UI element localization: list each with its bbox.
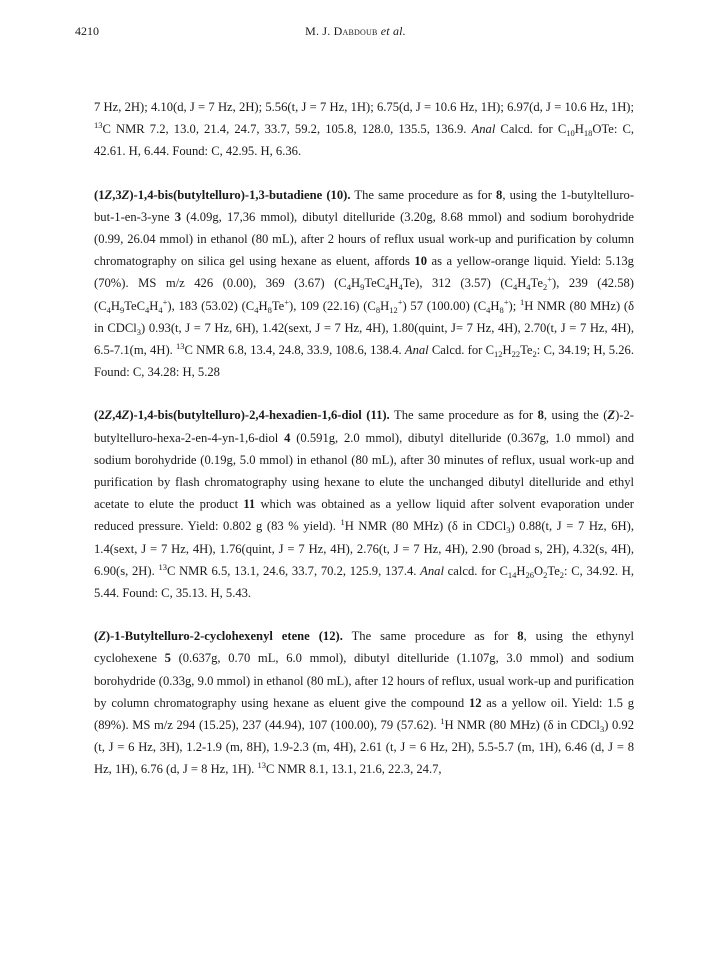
- text-segment: H: [389, 276, 399, 291]
- text-segment: ,3: [112, 187, 122, 202]
- text-segment: H: [380, 298, 390, 313]
- text-segment: O: [534, 563, 544, 578]
- text-segment: 4: [158, 304, 163, 315]
- text-segment: The same procedure as for: [389, 408, 538, 423]
- text-segment: 11: [243, 497, 256, 512]
- text-segment: );: [508, 298, 520, 313]
- text-segment: TeC: [364, 276, 386, 291]
- text-segment: 8: [499, 304, 504, 315]
- text-segment: 22: [511, 349, 521, 360]
- text-segment: 8: [267, 304, 272, 315]
- text-segment: Anal: [404, 343, 429, 358]
- text-segment: Anal: [420, 563, 444, 578]
- text-segment: 4: [106, 304, 111, 315]
- text-segment: 4: [486, 304, 491, 315]
- text-segment: which was obtained as a yellow liquid after solvent evaporation under reduced pressure. Yield: 0.802 g (83 % yield).: [94, 497, 634, 534]
- text-segment: Z: [104, 408, 113, 423]
- text-segment: ), 239 (42.58) (C: [94, 276, 634, 313]
- text-segment: 12: [468, 695, 482, 710]
- text-segment: 7 Hz, 2H); 4.10(d, J = 7 Hz, 2H); 5.56(t, J = 7 Hz, 1H); 6.75(d, J = 10.6 Hz, 1H); 6.97(d, J = 10.6 Hz, 1H);: [94, 100, 634, 114]
- text-segment: , using the 1-butyltelluro-but-1-en-3-yne: [94, 187, 635, 224]
- text-segment: 9: [360, 282, 365, 293]
- text-segment: )-1,4-bis(butyltelluro)-2,4-hexadien-1,6-diol (11).: [129, 408, 390, 423]
- text-segment: 1: [440, 716, 445, 727]
- author-etal: et al.: [377, 24, 406, 38]
- text-segment: as a yellow oil. Yield: 1.5 g (89%). MS m/z 294 (15.25), 237 (44.94), 107 (100.00), 79 (57.62).: [94, 695, 634, 733]
- text-segment: H: [110, 298, 120, 313]
- text-segment: Z: [121, 187, 130, 202]
- page-number: 4210: [75, 24, 99, 38]
- text-segment: ) 57 (100.00) (C: [402, 298, 487, 313]
- text-segment: Te: [520, 343, 533, 358]
- text-segment: +: [547, 274, 552, 285]
- text-segment: 13: [158, 561, 167, 572]
- text-segment: H: [149, 298, 159, 313]
- text-segment: 8: [537, 408, 544, 423]
- text-segment: Anal: [471, 122, 496, 137]
- text-segment: Z: [607, 408, 616, 423]
- text-segment: , using the ethynyl cyclohexene: [94, 629, 635, 666]
- text-segment: 8: [496, 187, 503, 202]
- text-segment: 1: [520, 296, 525, 307]
- text-segment: )-1,4-bis(butyltelluro)-1,3-butadiene (10).: [129, 187, 351, 202]
- text-segment: 2: [542, 282, 548, 293]
- text-segment: 4: [346, 282, 351, 293]
- text-segment: Z: [121, 408, 130, 423]
- text-segment: 12: [493, 349, 503, 360]
- text-segment: 8: [517, 629, 524, 644]
- text-segment: Z: [104, 187, 113, 202]
- text-segment: 4: [526, 282, 531, 293]
- text-segment: +: [503, 296, 509, 307]
- text-segment: 10: [414, 254, 427, 269]
- text-segment: ), 109 (22.16) (C: [289, 298, 376, 313]
- text-segment: C NMR 8.1, 13.1, 21.6, 22.3, 24.7,: [265, 762, 442, 777]
- text-segment: 3: [506, 525, 511, 536]
- text-segment: (0.637g, 0.70 mL, 6.0 mmol), dibutyl ditelluride (1.107g, 3.0 mmol) and sodium borohydride (0.33g, 9.0 mmol) in ethanol (80 mL), after 12 hours of reflux, usual work-up and purification by column chromatography using hexane as eluent give the compound: [94, 651, 634, 710]
- text-segment: )-2-butyltelluro-hexa-2-en-4-yn-1,6-diol: [94, 408, 635, 445]
- text-segment: 4: [254, 304, 259, 315]
- text-segment: (: [94, 629, 99, 644]
- text-segment: H: [490, 298, 500, 313]
- text-segment: +: [397, 296, 403, 307]
- text-segment: H: [574, 122, 584, 137]
- text-segment: C NMR 6.8, 13.4, 24.8, 33.9, 108.6, 138.4.: [184, 343, 405, 358]
- text-segment: 3: [136, 326, 142, 337]
- text-segment: 14: [507, 569, 517, 580]
- text-segment: 9: [119, 304, 125, 315]
- text-segment: 13: [94, 120, 103, 131]
- text-segment: Calcd. for C: [495, 122, 567, 137]
- text-segment: H: [350, 276, 361, 291]
- text-segment: )-1-Butyltelluro-2-cyclohexenyl etene (12).: [105, 629, 343, 644]
- text-segment: : C, 34.19; H, 5.26. Found: C, 34.28: H, 5.28: [94, 343, 634, 380]
- text-segment: Calcd. for C: [428, 343, 494, 358]
- text-segment: calcd. for C: [443, 563, 508, 578]
- text-segment: 2: [532, 349, 537, 360]
- text-segment: 26: [525, 569, 535, 580]
- paragraph-continuation: [94, 96, 634, 163]
- text-segment: 4: [385, 282, 390, 293]
- paragraph-compound-12: [94, 625, 634, 780]
- text-segment: TeC: [124, 298, 146, 313]
- text-segment: 3: [174, 209, 181, 224]
- text-segment: ) 0.93(t, J = 7 Hz, 6H), 1.42(sext, J = 7 Hz, 4H), 1.80(quint, J= 7 Hz, 4H), 2.70(t, J = 7 Hz, 4H), 6.5-7.1(m, 4H).: [94, 320, 634, 358]
- text-segment: 10: [566, 128, 575, 139]
- text-segment: , using the (: [543, 408, 608, 423]
- text-segment: 13: [257, 760, 266, 771]
- text-segment: C NMR 7.2, 13.0, 21.4, 24.7, 33.7, 59.2, 105.8, 128.0, 135.5, 136.9.: [102, 122, 472, 137]
- text-segment: C NMR 6.5, 13.1, 24.6, 33.7, 70.2, 125.9, 137.4.: [166, 563, 421, 578]
- text-segment: H: [517, 276, 527, 291]
- author-surname: Dabdoub: [333, 24, 378, 38]
- text-segment: The same procedure as for: [350, 187, 497, 202]
- text-segment: ), 183 (53.02) (C: [167, 298, 255, 313]
- author-initials: M. J.: [305, 24, 334, 38]
- text-segment: Te: [547, 563, 560, 578]
- text-segment: 2: [559, 569, 565, 580]
- text-segment: 3: [599, 724, 605, 735]
- text-segment: +: [284, 296, 290, 307]
- text-segment: 13: [176, 341, 185, 352]
- text-segment: Te), 312 (3.57) (C: [402, 276, 513, 291]
- text-segment: Z: [98, 629, 106, 644]
- page-body: [94, 96, 634, 781]
- paragraph-compound-11: [94, 404, 634, 604]
- text-segment: (1: [94, 187, 105, 202]
- text-segment: 8: [375, 304, 381, 315]
- text-segment: H NMR (80 MHz) (δ in CDCl: [344, 519, 507, 534]
- text-segment: 4: [145, 304, 150, 315]
- text-segment: 12: [389, 304, 398, 315]
- text-segment: 5: [164, 651, 171, 666]
- text-segment: 4: [398, 282, 403, 293]
- text-segment: ,4: [112, 408, 122, 423]
- text-segment: (4.09g, 17,36 mmol), dibutyl ditelluride (3.20g, 8.68 mmol) and sodium borohydride (0.99, 26.04 mmol) in ethanol (80 mL), after 2 hours of reflux usual work-up and purification by column chromatography on silica gel using hexane as eluent, affords: [94, 209, 634, 269]
- text-segment: : C, 34.92. H, 5.44. Found: C, 35.13. H, 5.43.: [94, 563, 634, 601]
- text-segment: (2: [94, 408, 105, 423]
- text-segment: H: [516, 563, 526, 578]
- text-segment: H: [258, 298, 268, 313]
- text-segment: 2: [543, 569, 548, 580]
- text-segment: OTe: C, 42.61. H, 6.44. Found: C, 42.95. H, 6.36.: [94, 122, 634, 159]
- text-segment: ) 0.88(t, J = 7 Hz, 6H), 1.4(sext, J = 7 Hz, 4H), 1.76(quint, J = 7 Hz, 4H), 2.76(t, J = 7 Hz, 4H), 2.90 (broad s, 2H), 4.32(s, 4H), 6.90(s, 2H).: [94, 519, 634, 578]
- page-header: [0, 24, 711, 44]
- text-segment: Te: [530, 276, 543, 291]
- text-segment: 1: [340, 517, 345, 528]
- text-segment: The same procedure as for: [342, 629, 518, 644]
- text-segment: +: [162, 296, 168, 307]
- text-segment: (0.591g, 2.0 mmol), dibutyl ditelluride (0.367g, 1.0 mmol) and sodium borohydride (0.19g, 5.0 mmol) in ethanol (80 mL), after 30 minutes of reflux, usual work-up and purification by flash chromatography using hexane to elute the unchanged dibutyl ditelluride and ethyl acetate to elute the product: [94, 430, 634, 512]
- paragraph-compound-10: [94, 184, 634, 384]
- text-segment: H NMR (80 MHz) (δ in CDCl: [94, 298, 635, 335]
- text-segment: 18: [583, 128, 593, 139]
- running-head: [0, 24, 711, 39]
- text-segment: H NMR (80 MHz) (δ in CDCl: [444, 718, 600, 733]
- text-segment: H: [502, 343, 512, 358]
- text-segment: as a yellow-orange liquid. Yield: 5.13g (70%). MS m/z 426 (0.00), 369 (3.67) (C: [94, 254, 634, 291]
- text-segment: 4: [284, 430, 291, 445]
- text-segment: Te: [271, 298, 285, 313]
- text-segment: 4: [512, 282, 518, 293]
- text-segment: ) 0.92 (t, J = 6 Hz, 3H), 1.2-1.9 (m, 8H), 1.9-2.3 (m, 4H), 2.61 (t, J = 6 Hz, 2H), 5.5-5.7 (m, 1H), 6.46 (d, J = 8 Hz, 1H), 6.76 (d, J = 8 Hz, 1H).: [94, 718, 635, 777]
